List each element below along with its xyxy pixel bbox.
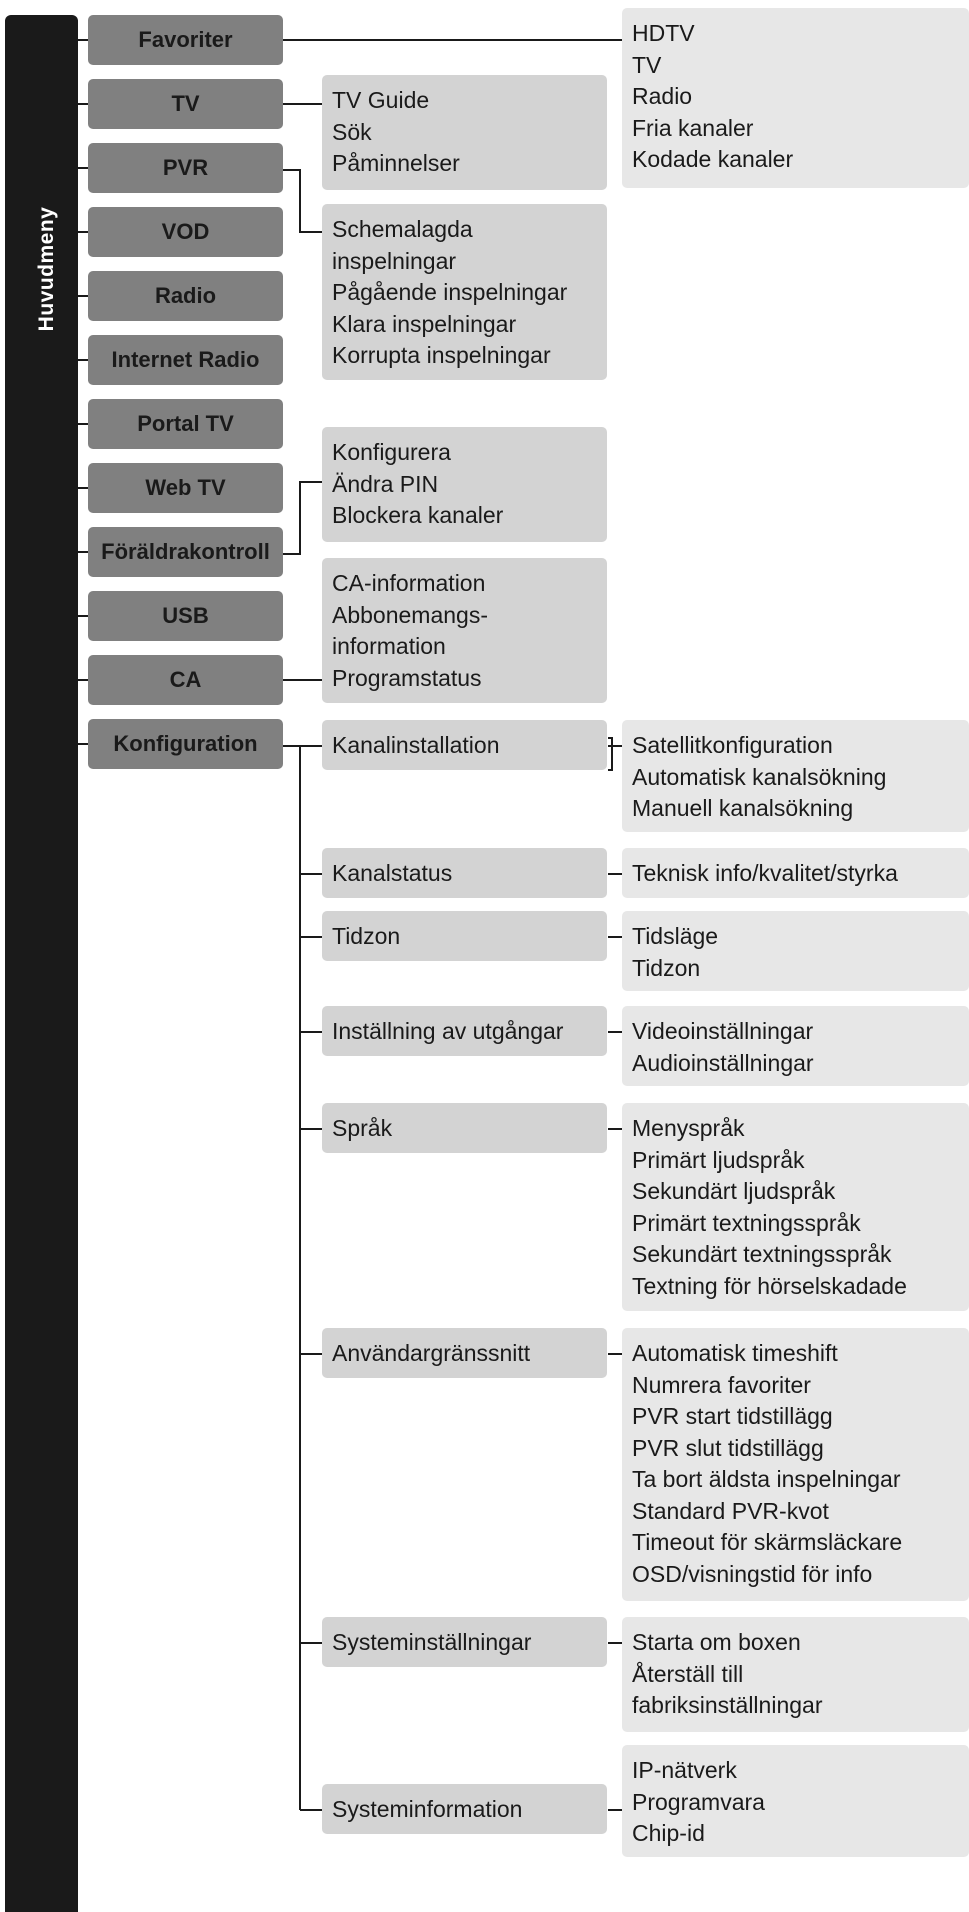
konfig-item-systeminformation <box>322 1784 607 1834</box>
submenu-item: Programstatus <box>332 664 482 691</box>
main-item-label: Portal TV <box>137 411 234 436</box>
submenu-item: Timeout för skärmsläckare <box>632 1529 903 1555</box>
tv-submenu <box>322 75 607 190</box>
submenu-item: Blockera kanaler <box>332 502 504 528</box>
submenu-item: PVR start tidstillägg <box>632 1403 833 1429</box>
main-item-konfiguration <box>88 719 283 769</box>
sidebar-title: Huvudmeny <box>35 206 58 332</box>
submenu-item: CA-information <box>332 570 486 596</box>
sprak-submenu <box>622 1103 969 1311</box>
main-item-usb <box>88 591 283 641</box>
submenu-item: Automatisk kanalsökning <box>632 763 887 790</box>
konfig-item-label: Kanalstatus <box>332 860 453 886</box>
favoriter-submenu <box>622 8 969 188</box>
submenu-item: Ta bort äldsta inspelningar <box>632 1466 901 1492</box>
systeminformation-submenu <box>622 1745 969 1857</box>
submenu-item: Pågående inspelningar <box>332 279 568 305</box>
submenu-item: Tidsläge <box>632 923 719 949</box>
konfig-item-label: Inställning av utgångar <box>332 1018 564 1044</box>
konfig-item-label: Kanalinstallation <box>332 732 500 758</box>
submenu-item: Chip-id <box>632 1820 705 1846</box>
submenu-item: fabriksinställningar <box>632 1692 823 1718</box>
submenu-item: Audioinställningar <box>632 1049 814 1076</box>
konfig-item-tidzon <box>322 911 607 961</box>
submenu-item: inspelningar <box>332 247 457 274</box>
konfig-item-label: Systeminställningar <box>332 1629 532 1655</box>
submenu-item: information <box>332 633 446 659</box>
main-item-label: Web TV <box>145 475 226 500</box>
main-item-foraldrakontroll <box>88 527 283 577</box>
main-item-label: Radio <box>154 283 217 308</box>
konfig-item-label: Användargränssnitt <box>332 1340 531 1366</box>
submenu-item: Korrupta inspelningar <box>332 342 551 368</box>
main-item-web-tv <box>88 463 283 513</box>
main-item-label: PVR <box>162 155 209 180</box>
submenu-item: Satellitkonfiguration <box>632 732 833 758</box>
konfig-item-kanalinstallation <box>322 720 607 770</box>
submenu-item: Starta om boxen <box>632 1629 801 1655</box>
submenu-item: Videoinställningar <box>632 1018 814 1044</box>
utgangar-submenu <box>622 1006 969 1086</box>
pvr-submenu <box>322 204 607 380</box>
submenu-item: Numrera favoriter <box>632 1371 811 1398</box>
konfig-item-label: Språk <box>332 1115 393 1141</box>
submenu-item: Sekundärt textningsspråk <box>632 1241 892 1267</box>
main-item-label: USB <box>162 603 209 628</box>
submenu-item: Primärt textningsspråk <box>632 1209 861 1236</box>
submenu-item: HDTV <box>632 20 695 46</box>
kanalstatus-submenu <box>622 848 969 898</box>
main-item-internet-radio <box>88 335 283 385</box>
anvandargranssnitt-submenu <box>622 1328 969 1601</box>
main-item-label: Internet Radio <box>111 347 260 372</box>
submenu-item: Manuell kanalsökning <box>632 795 854 821</box>
submenu-item: Radio <box>632 83 693 109</box>
submenu-item: Programvara <box>632 1788 765 1815</box>
submenu-item: OSD/visningstid för info <box>632 1560 873 1587</box>
submenu-item: Menyspråk <box>632 1115 745 1141</box>
main-item-ca <box>88 655 283 705</box>
main-item-label: CA <box>169 667 202 692</box>
submenu-item: Abbonemangs- <box>332 601 488 628</box>
main-item-favoriter <box>88 15 283 65</box>
submenu-item: TV Guide <box>332 87 430 113</box>
konfig-item-label: Systeminformation <box>332 1796 523 1822</box>
konfig-item-label: Tidzon <box>332 923 401 949</box>
submenu-item: Sekundärt ljudspråk <box>632 1178 836 1204</box>
submenu-item: TV <box>632 51 662 78</box>
kanalinstallation-submenu <box>622 720 969 832</box>
foraldrakontroll-submenu <box>322 427 607 542</box>
main-item-tv <box>88 79 283 129</box>
submenu-item: Återställ till <box>632 1660 744 1687</box>
submenu-item: Primärt ljudspråk <box>632 1146 805 1173</box>
submenu-item: Tidzon <box>632 954 701 981</box>
konfig-item-anvandargranssnitt <box>322 1328 607 1378</box>
submenu-item: Ändra PIN <box>332 470 439 497</box>
tidzon-submenu <box>622 911 969 991</box>
main-item-label: Föräldrakontroll <box>101 539 270 564</box>
konfig-item-utgangar <box>322 1006 607 1056</box>
main-item-label: TV <box>171 91 200 116</box>
konfig-item-sprak <box>322 1103 607 1153</box>
submenu-item: Textning för hörselskadade <box>632 1272 907 1299</box>
systeminstallningar-submenu <box>622 1617 969 1732</box>
konfig-item-systeminstallningar <box>322 1617 607 1667</box>
submenu-item: Påminnelser <box>332 150 460 176</box>
submenu-item: IP-nätverk <box>632 1757 737 1783</box>
submenu-item: Schemalagda <box>332 216 473 242</box>
main-item-pvr <box>88 143 283 193</box>
ca-submenu <box>322 558 607 703</box>
main-item-label: Favoriter <box>138 27 233 52</box>
submenu-item: Sök <box>332 118 372 145</box>
submenu-item: Teknisk info/kvalitet/styrka <box>632 860 898 886</box>
submenu-item: Automatisk timeshift <box>632 1340 838 1366</box>
submenu-item: Fria kanaler <box>632 114 754 141</box>
submenu-item: PVR slut tidstillägg <box>632 1434 824 1461</box>
konfig-item-kanalstatus <box>322 848 607 898</box>
submenu-item: Standard PVR-kvot <box>632 1497 829 1524</box>
main-item-radio <box>88 271 283 321</box>
submenu-item: Klara inspelningar <box>332 310 517 337</box>
main-item-label: VOD <box>161 219 210 244</box>
submenu-item: Kodade kanaler <box>632 146 794 172</box>
submenu-item: Konfigurera <box>332 439 451 465</box>
main-item-vod <box>88 207 283 257</box>
main-item-portal-tv <box>88 399 283 449</box>
main-item-label: Konfiguration <box>113 731 258 756</box>
